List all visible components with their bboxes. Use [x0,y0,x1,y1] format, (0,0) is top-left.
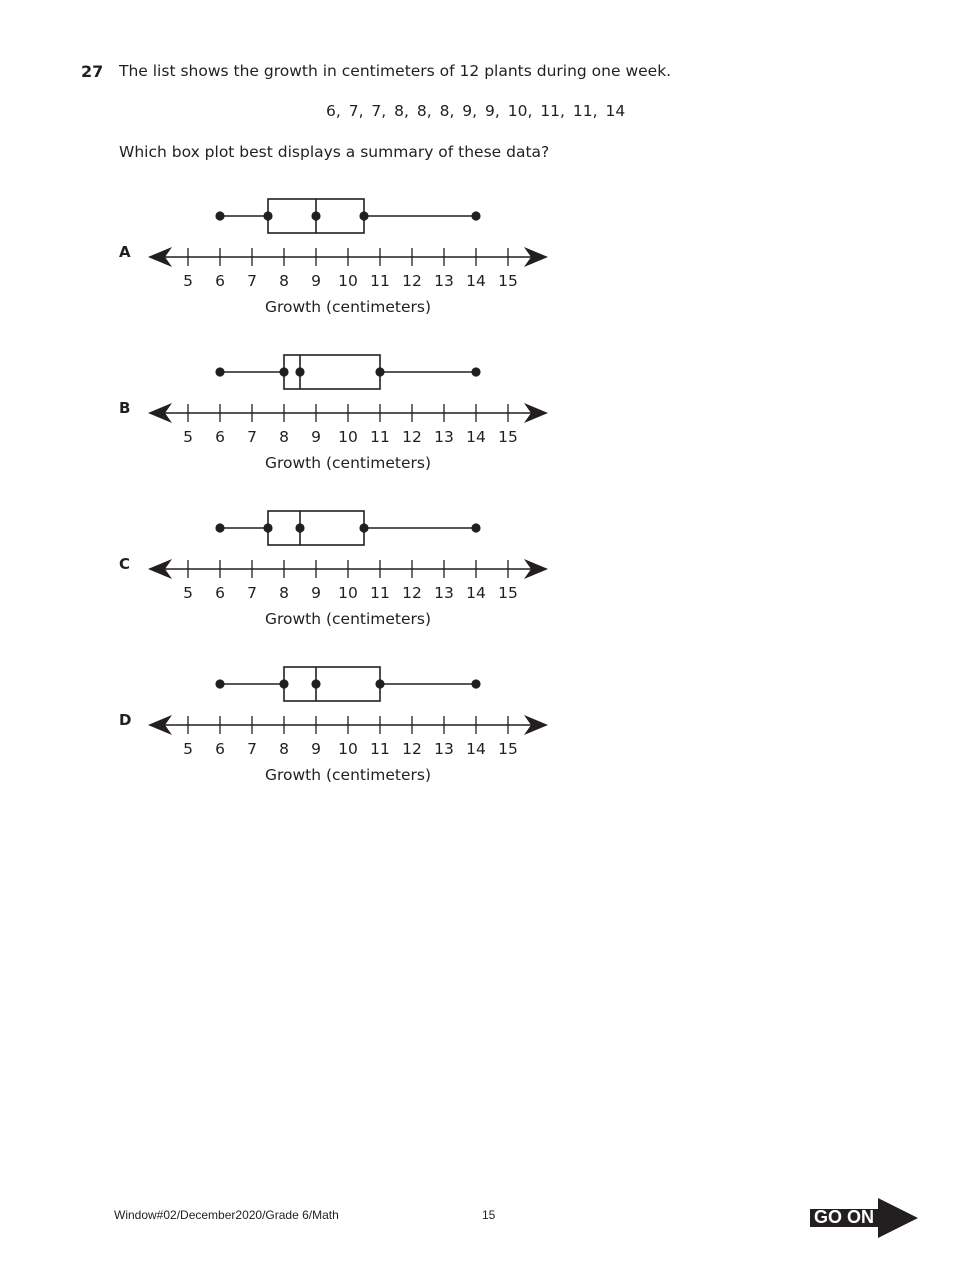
tick-label: 8 [279,272,289,290]
x-axis-label: Growth (centimeters) [264,298,432,316]
tick-label: 15 [498,740,518,758]
tick-label: 12 [402,428,422,446]
tick-label: 9 [311,740,321,758]
tick-label: 13 [434,740,454,758]
tick-label: 7 [247,584,257,602]
q1-point [279,367,288,376]
tick-label: 13 [434,272,454,290]
question-number: 27 [81,62,104,81]
q1-point [263,523,272,532]
min-point [215,523,224,532]
max-point [471,523,480,532]
answer-option-d[interactable] [0,656,600,796]
tick-label: 7 [247,272,257,290]
tick-label: 7 [247,740,257,758]
tick-label: 10 [338,272,358,290]
q3-point [359,523,368,532]
tick-label: 15 [498,428,518,446]
option-letter: A [119,243,131,261]
box-plot-chart [0,500,600,640]
q1-point [263,211,272,220]
tick-label: 5 [183,272,193,290]
tick-label: 5 [183,428,193,446]
tick-label: 10 [338,584,358,602]
answer-option-a[interactable] [0,188,600,328]
box-plot-chart [0,188,600,328]
tick-label: 10 [338,428,358,446]
tick-label: 11 [370,584,390,602]
tick-label: 15 [498,584,518,602]
median-point [295,523,304,532]
tick-label: 8 [279,428,289,446]
iqr-box [268,511,364,545]
footer-form-id: Window#02/December2020/Grade 6/Math [114,1208,339,1222]
answer-option-c[interactable] [0,500,600,640]
max-point [471,211,480,220]
box-plot-chart [0,656,600,796]
x-axis-label: Growth (centimeters) [264,454,432,472]
tick-label: 8 [279,740,289,758]
tick-label: 8 [279,584,289,602]
option-letter: B [119,399,131,417]
tick-label: 10 [338,740,358,758]
q1-point [279,679,288,688]
max-point [471,679,480,688]
q3-point [375,367,384,376]
tick-label: 9 [311,428,321,446]
footer-page-number: 15 [482,1208,496,1222]
max-point [471,367,480,376]
tick-label: 9 [311,584,321,602]
tick-label: 11 [370,272,390,290]
q3-point [375,679,384,688]
median-point [295,367,304,376]
min-point [215,211,224,220]
tick-label: 13 [434,428,454,446]
tick-label: 15 [498,272,518,290]
tick-label: 11 [370,428,390,446]
tick-label: 6 [215,428,225,446]
tick-label: 14 [466,428,486,446]
q3-point [359,211,368,220]
data-list: 6, 7, 7, 8, 8, 8, 9, 9, 10, 11, 11, 14 [326,102,626,120]
option-letter: C [119,555,131,573]
tick-label: 12 [402,740,422,758]
box-plot-chart [0,344,600,484]
tick-label: 5 [183,584,193,602]
option-letter: D [119,711,132,729]
question-stem: The list shows the growth in centimeters of 12 plants during one week. [119,62,672,80]
min-point [215,367,224,376]
answer-option-b[interactable] [0,344,600,484]
go-on-button[interactable] [810,1197,920,1239]
tick-label: 6 [215,272,225,290]
tick-label: 14 [466,584,486,602]
x-axis-label: Growth (centimeters) [264,610,432,628]
tick-label: 13 [434,584,454,602]
tick-label: 9 [311,272,321,290]
tick-label: 7 [247,428,257,446]
x-axis-label: Growth (centimeters) [264,766,432,784]
tick-label: 14 [466,740,486,758]
question-prompt: Which box plot best displays a summary of these data? [119,143,550,161]
tick-label: 6 [215,740,225,758]
tick-label: 12 [402,584,422,602]
tick-label: 14 [466,272,486,290]
min-point [215,679,224,688]
tick-label: 11 [370,740,390,758]
median-point [311,679,320,688]
median-point [311,211,320,220]
tick-label: 12 [402,272,422,290]
tick-label: 5 [183,740,193,758]
tick-label: 6 [215,584,225,602]
go-on-label: GO ON [814,1207,875,1227]
iqr-box [284,667,380,701]
